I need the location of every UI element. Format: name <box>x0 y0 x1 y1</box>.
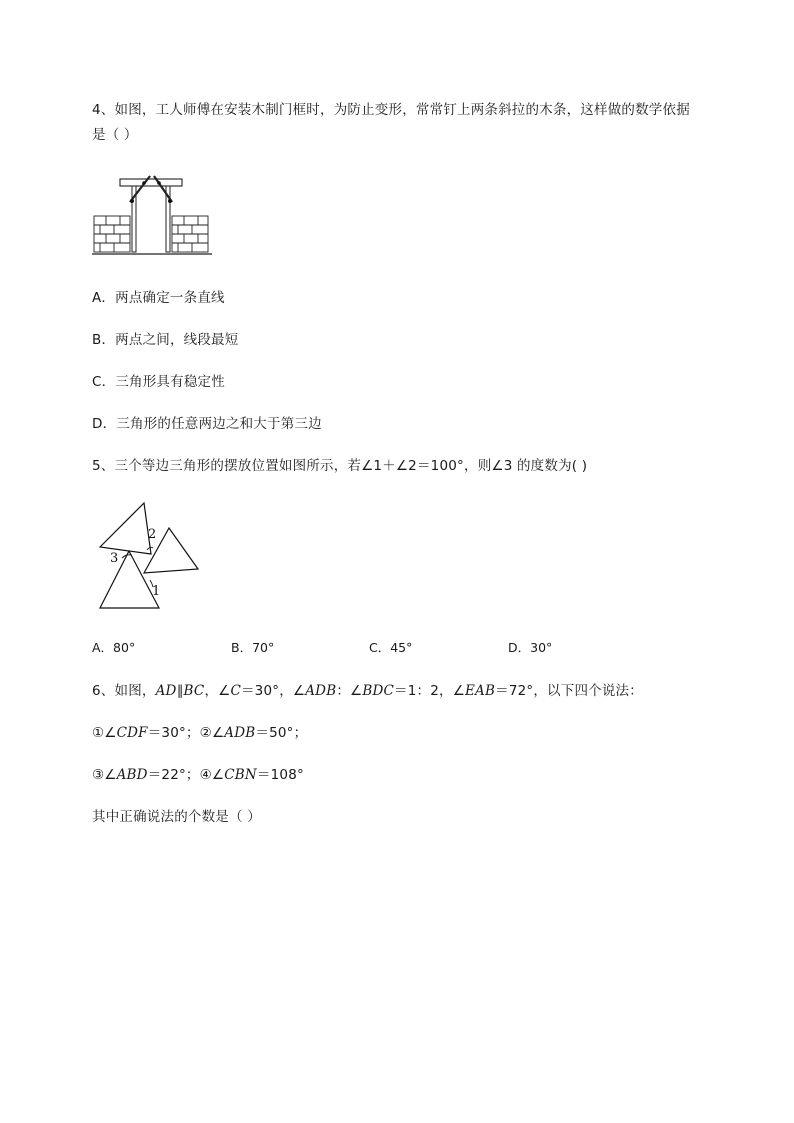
q6-question: 其中正确说法的个数是（ ） <box>92 809 261 825</box>
q5-option-c: C．45° <box>369 640 413 655</box>
triangle-bottom <box>100 551 159 608</box>
angle-label-2: 2 <box>148 527 157 542</box>
triangle-top <box>100 503 151 554</box>
triangles-figure <box>92 498 204 612</box>
angle-label-1: 1 <box>152 584 161 599</box>
q4-option-b: B．两点之间，线段最短 <box>92 332 239 348</box>
q5-stem: 5、三个等边三角形的摆放位置如图所示，若∠1＋∠2＝100°，则∠3 的度数为( ) <box>92 458 588 474</box>
q4-stem-line2: 是（ ） <box>92 127 138 143</box>
q5-option-b: B．70° <box>231 640 275 655</box>
q6-statements-1-2: ①∠CDF＝30°；②∠ADB＝50°； <box>92 725 308 741</box>
q6-stem: 6、如图，AD∥BC，∠C＝30°，∠ADB：∠BDC＝1：2，∠EAB＝72°，以下四个说法： <box>92 683 643 699</box>
q5-option-d: D．30° <box>508 640 553 655</box>
q4-option-c: C．三角形具有稳定性 <box>92 374 225 390</box>
door-frame-figure <box>92 170 212 258</box>
angle-label-3: 3 <box>110 551 119 566</box>
q4-option-d: D．三角形的任意两边之和大于第三边 <box>92 416 322 432</box>
q5-option-a: A．80° <box>92 640 136 655</box>
q4-stem-line1: 4、如图，工人师傅在安装木制门框时，为防止变形，常常钉上两条斜拉的木条，这样做的数学依据 <box>92 102 690 118</box>
q6-statements-3-4: ③∠ABD＝22°；④∠CBN＝108° <box>92 767 304 783</box>
q4-option-a: A．两点确定一条直线 <box>92 290 225 306</box>
